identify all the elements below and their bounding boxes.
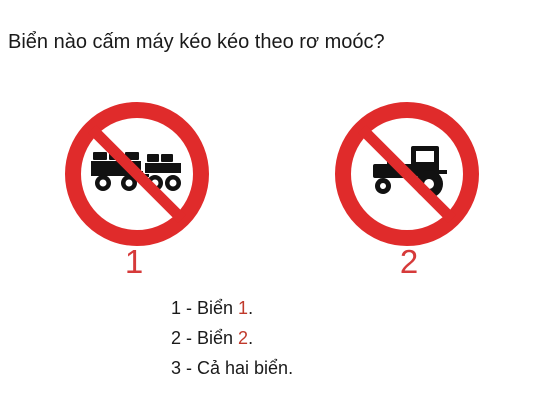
- answer-highlight: 1: [238, 298, 249, 318]
- answer-option-2[interactable]: [171, 323, 293, 353]
- tractor-icon: [333, 100, 481, 248]
- answer-prefix: 2 - Biển: [171, 328, 239, 348]
- answer-suffix: .: [248, 328, 254, 348]
- sign-2-no-tractor[interactable]: [333, 100, 481, 248]
- answer-prefix: 3 - Cả hai biển.: [171, 358, 294, 378]
- question-text: Biển nào cấm máy kéo kéo theo rơ moóc?: [8, 31, 385, 53]
- truck-with-trailer-icon: [63, 100, 211, 248]
- answer-option-1[interactable]: [171, 293, 293, 323]
- sign-1-no-truck-trailer[interactable]: [63, 100, 211, 248]
- answer-prefix: 1 - Biển: [171, 298, 239, 318]
- answer-list: [171, 293, 293, 383]
- answer-option-3[interactable]: [171, 353, 293, 383]
- answer-highlight: 2: [238, 328, 249, 348]
- sign-2-number: 2: [399, 243, 419, 280]
- answer-suffix: .: [248, 298, 254, 318]
- sign-1-number: 1: [124, 243, 144, 280]
